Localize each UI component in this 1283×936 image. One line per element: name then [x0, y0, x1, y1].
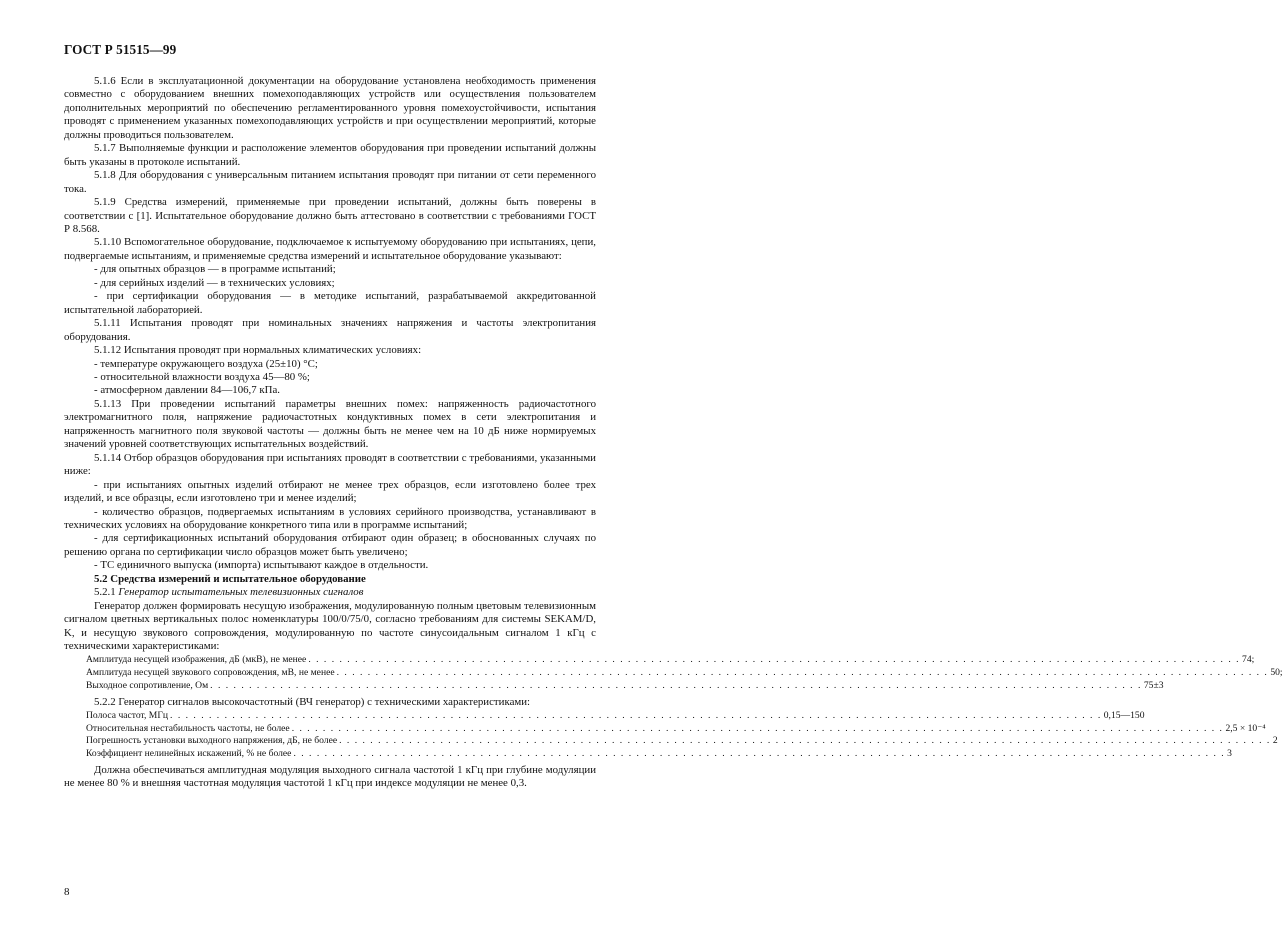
spec-row	[86, 679, 1164, 693]
spec-label: Погрешность установки выходного напряжения, дБ, не более	[86, 735, 338, 747]
list-item: - относительной влажности воздуха 45—80 %;	[94, 370, 310, 383]
list-item: - атмосферном давлении 84—106,7 кПа.	[94, 384, 281, 397]
paragraph: 5.1.11 Испытания проводят при номинальных значениях напряжения и частоты электропитания оборудования.	[64, 317, 596, 343]
dot-leader: . . . . . . . . . . . . . . . . . . . . . . . . . . . . . . . . . . . . . . . . . . . . . . . . . . . . . . . . . . . . . . . . . . . . . . . . . . . . . . . . . . . . . . . . . . . . . . . . . . . . . . . . . . . . . . . . . . . . . . . .	[308, 654, 1241, 666]
list-item: - ТС единичного выпуска (импорта) испытывают каждое в отдельности.	[94, 559, 429, 572]
spec-value: 2	[1272, 735, 1278, 747]
spec-table	[86, 710, 1278, 761]
paragraph: 5.1.10 Вспомогательное оборудование, подключаемое к испытуемому оборудованию при испытаниях, цепи, подвергаемые испытаниям, и применяемые средства измерений и испытательное оборудование указывают:	[64, 236, 596, 262]
dot-leader: . . . . . . . . . . . . . . . . . . . . . . . . . . . . . . . . . . . . . . . . . . . . . . . . . . . . . . . . . . . . . . . . . . . . . . . . . . . . . . . . . . . . . . . . . . . . . . . . . . . . . . . . . . . . . . . . . . . . . . . .	[210, 679, 1142, 691]
spec-value: 50;	[1270, 667, 1283, 679]
list-item: - для серийных изделий — в технических условиях;	[94, 276, 335, 289]
list-item: - температуре окружающего воздуха (25±10) °С;	[94, 357, 318, 370]
spec-label: Относительная нестабильность частоты, не более	[86, 722, 290, 734]
spec-row	[86, 722, 1266, 736]
spec-value: 75±3	[1143, 679, 1164, 691]
dot-leader: . . . . . . . . . . . . . . . . . . . . . . . . . . . . . . . . . . . . . . . . . . . . . . . . . . . . . . . . . . . . . . . . . . . . . . . . . . . . . . . . . . . . . . . . . . . . . . . . . . . . . . . . . . . . . . . . . . . . . . . .	[170, 710, 1102, 722]
dot-leader: . . . . . . . . . . . . . . . . . . . . . . . . . . . . . . . . . . . . . . . . . . . . . . . . . . . . . . . . . . . . . . . . . . . . . . . . . . . . . . . . . . . . . . . . . . . . . . . . . . . . . . . . . . . . . . . . . . . . . . . .	[293, 748, 1226, 760]
paragraph: 5.1.12 Испытания проводят при нормальных климатических условиях:	[94, 344, 422, 357]
spec-row	[86, 735, 1278, 748]
document-header: ГОСТ Р 51515—99	[64, 42, 177, 57]
list-item: - при испытаниях опытных изделий отбирают не менее трех образцов, если изготовлено более трех изделий, и все образцы, если изготовлено три и менее изделий;	[64, 478, 596, 505]
paragraph: 5.1.13 При проведении испытаний параметры внешних помех: напряженность радиочастотного электромагнитного поля, напряжение радиочастотных кондуктивных помех в сети электропитания и напряженность магнитного поля звуковой частоты — должны быть не менее чем на 10 дБ ниже нормируемых значений уровней соответствующих испытательных воздействий.	[64, 397, 596, 451]
paragraph: Должна обеспечиваться амплитудная модуляция выходного сигнала частотой 1 кГц при глубине модуляции не менее 80 % и внешняя частотная модуляция частотой 1 кГц при индексе модуляции не менее 0,3.	[64, 763, 596, 790]
spec-row	[86, 748, 1232, 761]
spec-table	[86, 654, 1283, 692]
spec-row	[86, 667, 1283, 680]
paragraph: 5.1.7 Выполняемые функции и расположение элементов оборудования при проведении испытаний должны быть указаны в протоколе испытаний.	[64, 142, 596, 168]
subsection-title: Генератор испытательных телевизионных сигналов	[118, 586, 364, 599]
dot-leader: . . . . . . . . . . . . . . . . . . . . . . . . . . . . . . . . . . . . . . . . . . . . . . . . . . . . . . . . . . . . . . . . . . . . . . . . . . . . . . . . . . . . . . . . . . . . . . . . . . . . . . . . . . . . . . . . . . . . . . . .	[291, 722, 1224, 734]
list-item: - при сертификации оборудования — в методике испытаний, разрабатываемой аккредитованной испытательной лабораторией.	[64, 290, 596, 316]
paragraph: 5.1.9 Средства измерений, применяемые при проведении испытаний, должны быть поверены в соответствии с [1]. Испытательное оборудование должно быть аттестовано в соответствии с требованиями ГОСТ Р 8.568.	[64, 196, 596, 235]
list-item: - для опытных образцов — в программе испытаний;	[94, 263, 336, 276]
subsection-heading	[64, 586, 596, 599]
paragraph: 5.2.2 Генератор сигналов высокочастотный (ВЧ генератор) с техническими характеристиками:	[94, 695, 531, 708]
spec-row	[86, 710, 1145, 723]
spec-value: 0,15—150	[1103, 710, 1145, 722]
page-number: 8	[64, 886, 70, 898]
list-item: - для сертификационных испытаний оборудования отбирают один образец; в обоснованных случаях по решению органа по сертификации число образцов может быть увеличено;	[64, 532, 596, 558]
paragraph: Генератор должен формировать несущую изображения, модулированную полным цветовым телевизионным сигналом цветных вертикальных полос номенклатуры 100/0/75/0, согласно требованиям для системы SEKAM/D, K, и несущую звукового сопровождения, модулированную по частоте синусоидальным сигналом 1 кГц с техническими характеристиками:	[64, 599, 596, 653]
paragraph: 5.1.14 Отбор образцов оборудования при испытаниях проводят в соответствии с требованиями, указанными ниже:	[64, 451, 596, 478]
spec-row	[86, 654, 1255, 667]
spec-value: 2,5 × 10⁻⁴	[1225, 722, 1266, 734]
dot-leader: . . . . . . . . . . . . . . . . . . . . . . . . . . . . . . . . . . . . . . . . . . . . . . . . . . . . . . . . . . . . . . . . . . . . . . . . . . . . . . . . . . . . . . . . . . . . . . . . . . . . . . . . . . . . . . . . . . . . . . . .	[339, 735, 1271, 747]
spec-label: Амплитуда несущей звукового сопровождения, мВ, не менее	[86, 667, 335, 679]
spec-value: 74;	[1242, 654, 1255, 666]
spec-label: Полоса частот, МГц	[86, 710, 169, 722]
spec-label: Амплитуда несущей изображения, дБ (мкВ), не менее	[86, 654, 307, 666]
dot-leader: . . . . . . . . . . . . . . . . . . . . . . . . . . . . . . . . . . . . . . . . . . . . . . . . . . . . . . . . . . . . . . . . . . . . . . . . . . . . . . . . . . . . . . . . . . . . . . . . . . . . . . . . . . . . . . . . . . . . . . . .	[336, 667, 1269, 679]
spec-label: Коэффициент нелинейных искажений, % не более	[86, 748, 292, 760]
paragraph: 5.1.6 Если в эксплуатационной документации на оборудование установлена необходимость применения совместно с оборудованием внешних помехоподавляющих устройств или осуществления пользователем дополнительных мероприятий по обеспечению регламентированного уровня помехоустойчивости, испытания проводят с применением указанных помехоподавляющих устройств и при осуществлении мероприятий, которые должны проводиться пользователем.	[64, 75, 596, 141]
spec-label: Выходное сопротивление, Ом	[86, 679, 209, 691]
document-body	[64, 75, 1283, 791]
section-heading: 5.2 Средства измерений и испытательное оборудование	[94, 572, 366, 585]
list-item: - количество образцов, подвергаемых испытаниям в условиях серийного производства, устанавливают в технических условиях на оборудование конкретного типа или в программе испытаний;	[64, 505, 596, 531]
subsection-number: 5.2.1	[94, 586, 116, 599]
paragraph: 5.1.8 Для оборудования с универсальным питанием испытания проводят при питании от сети переменного тока.	[64, 169, 596, 195]
spec-value: 3	[1227, 748, 1232, 760]
